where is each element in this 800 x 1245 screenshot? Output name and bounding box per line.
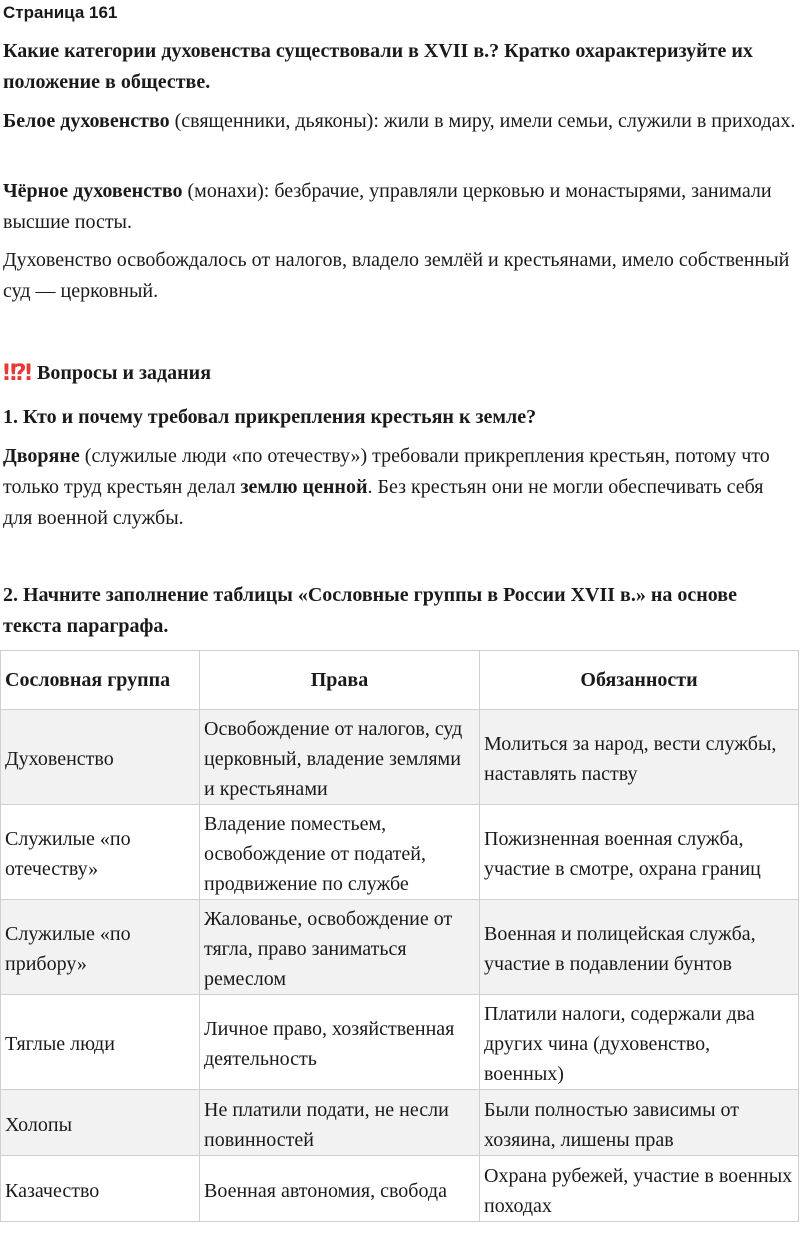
black-clergy-text: (монахи): безбрачие, управляли церковью и монастырями, занимали высшие посты. bbox=[3, 180, 772, 233]
white-clergy-term: Белое духовенство bbox=[3, 110, 170, 132]
cell-rights: Военная автономия, свобода bbox=[200, 1156, 480, 1222]
cell-rights: Освобождение от налогов, суд церковный, владение землями и крестьянами bbox=[200, 710, 480, 805]
cell-estate-group: Служилые «по отечеству» bbox=[1, 805, 200, 900]
table-row bbox=[1, 1090, 799, 1156]
task1-answer-end: . Без крестьян они не могли обеспечивать себя для военной службы. bbox=[3, 476, 764, 529]
cell-duties: Платили налоги, содержали два других чина (духовенство, военных) bbox=[480, 995, 799, 1090]
header-duties: Обязанности bbox=[480, 651, 799, 710]
cell-estate-group: Духовенство bbox=[1, 710, 200, 805]
table-row bbox=[1, 1156, 799, 1222]
section-title: Вопросы и задания bbox=[37, 361, 212, 384]
table-row bbox=[1, 900, 799, 995]
cell-rights: Не платили подати, не несли повинностей bbox=[200, 1090, 480, 1156]
cell-duties: Охрана рубежей, участие в военных походах bbox=[480, 1156, 799, 1222]
white-clergy-paragraph bbox=[3, 106, 797, 137]
cell-duties: Молиться за народ, вести службы, наставлять паству bbox=[480, 710, 799, 805]
cell-estate-group: Казачество bbox=[1, 1156, 200, 1222]
table-row bbox=[1, 710, 799, 805]
black-clergy-paragraph bbox=[3, 176, 797, 238]
task1-answer bbox=[3, 441, 797, 534]
task1-answer-text: (служилые люди «по отечеству») требовали прикрепления крестьян, потому что только труд крестьян делал bbox=[3, 445, 770, 498]
task1-answer-term: Дворяне bbox=[3, 445, 80, 467]
task1-answer-emphasis: землю ценной bbox=[240, 476, 368, 498]
white-clergy-text: (священники, дьяконы): жили в миру, имели семьи, служили в приходах. bbox=[169, 110, 796, 132]
exclamation-question-icon: ‼⁈ bbox=[3, 360, 30, 386]
cell-rights: Личное право, хозяйственная деятельность bbox=[200, 995, 480, 1090]
cell-duties: Пожизненная военная служба, участие в смотре, охрана границ bbox=[480, 805, 799, 900]
clergy-privileges-paragraph: Духовенство освобождалось от налогов, владело землёй и крестьянами, имело собственный суд — церковный. bbox=[3, 249, 790, 302]
table-header-row bbox=[1, 651, 799, 710]
cell-estate-group: Служилые «по прибору» bbox=[1, 900, 200, 995]
task2-title: 2. Начните заполнение таблицы «Сословные группы в России XVII в.» на основе текста параграфа. bbox=[3, 584, 737, 637]
cell-duties: Военная и полицейская служба, участие в подавлении бунтов bbox=[480, 900, 799, 995]
cell-rights: Жалованье, освобождение от тягла, право заниматься ремеслом bbox=[200, 900, 480, 995]
table-row bbox=[1, 995, 799, 1090]
cell-estate-group: Холопы bbox=[1, 1090, 200, 1156]
cell-rights: Владение поместьем, освобождение от податей, продвижение по службе bbox=[200, 805, 480, 900]
table-row bbox=[1, 805, 799, 900]
section-heading bbox=[3, 357, 211, 389]
question-title: Какие категории духовенства существовали в XVII в.? Кратко охарактеризуйте их положение в обществе. bbox=[3, 40, 753, 93]
page-label: Страница 161 bbox=[3, 3, 118, 22]
black-clergy-term: Чёрное духовенство bbox=[3, 180, 183, 202]
header-estate-group: Сословная группа bbox=[1, 651, 200, 710]
header-rights: Права bbox=[200, 651, 480, 710]
cell-estate-group: Тяглые люди bbox=[1, 995, 200, 1090]
task1-title: 1. Кто и почему требовал прикрепления крестьян к земле? bbox=[3, 406, 537, 428]
cell-duties: Были полностью зависимы от хозяина, лишены прав bbox=[480, 1090, 799, 1156]
estates-table bbox=[0, 650, 799, 1222]
